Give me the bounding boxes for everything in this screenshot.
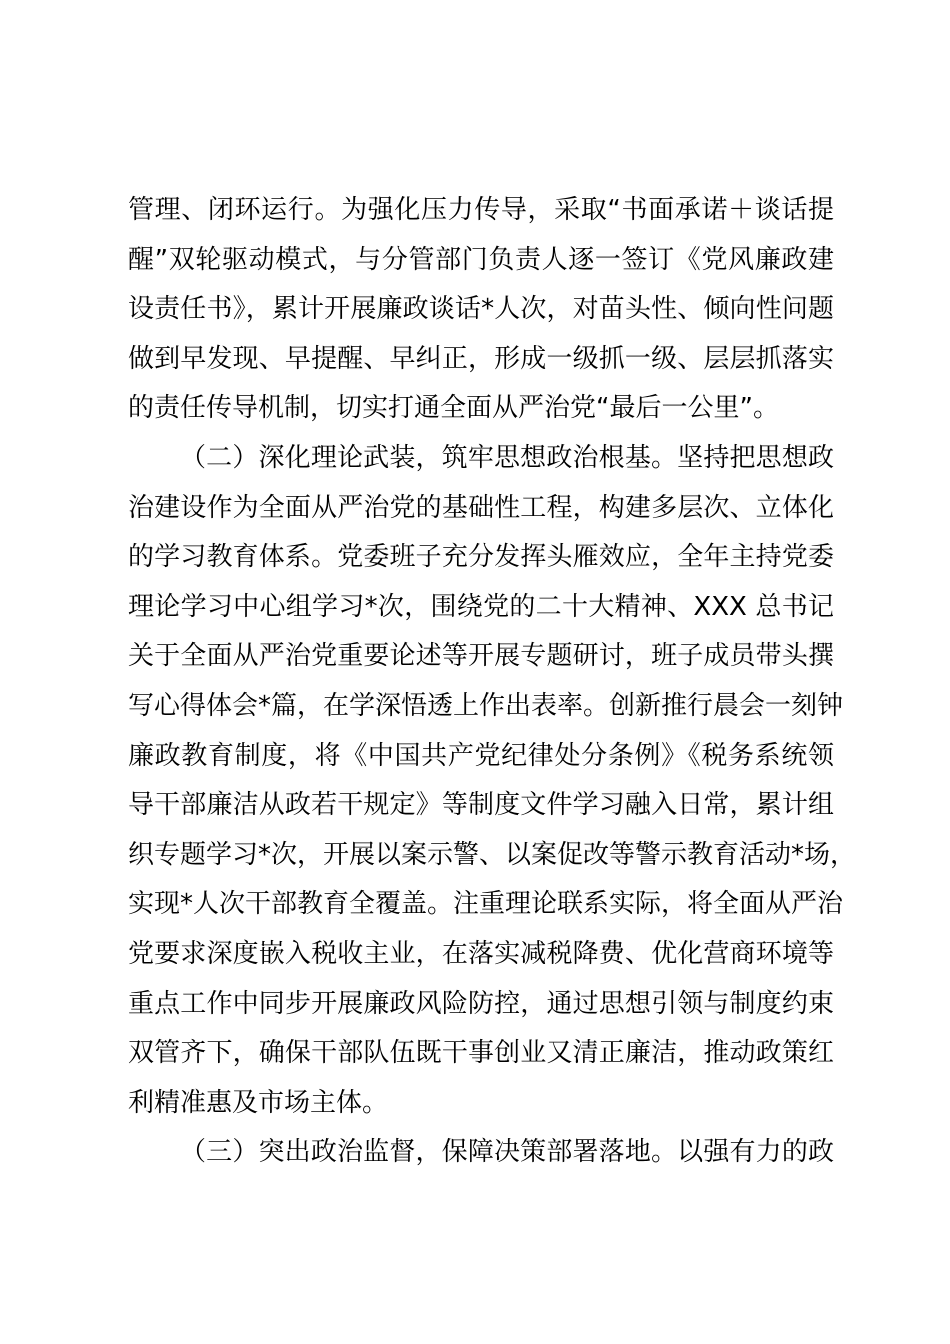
text-line: 双管齐下，确保干部队伍既干事创业又清正廉洁，推动政策红 (128, 1038, 834, 1069)
text-line: 做到早发现、早提醒、早纠正，形成一级抓一级、层层抓落实 (128, 343, 834, 374)
text-line: 醒”双轮驱动模式，与分管部门负责人逐一签订《党风廉政建 (128, 244, 834, 275)
body-text (128, 186, 857, 1178)
text-line: 管理、闭环运行。为强化压力传导，采取“书面承诺＋谈话提 (128, 195, 834, 225)
text-line: 廉政教育制度，将《中国共产党纪律处分条例》《税务系统领 (128, 740, 834, 771)
text-line: 党要求深度嵌入税收主业，在落实减税降费、优化营商环境等 (128, 938, 834, 969)
text-line: 导干部廉洁从政若干规定》等制度文件学习融入日常，累计组 (128, 790, 834, 821)
text-line: 织专题学习*次，开展以案示警、以案促改等警示教育活动*场， (128, 839, 857, 870)
paragraph-heading-line: （三）突出政治监督，保障决策部署落地。以强有力的政 (180, 1137, 834, 1168)
text-line: 关于全面从严治党重要论述等开展专题研讨，班子成员带头撰 (128, 641, 834, 672)
text-line: 的责任传导机制，切实打通全面从严治党“最后一公里”。 (128, 393, 779, 424)
text-line: 设责任书》，累计开展廉政谈话*人次，对苗头性、倾向性问题 (128, 294, 834, 325)
paragraph-heading-line: （二）深化理论武装，筑牢思想政治根基。坚持把思想政 (180, 442, 834, 473)
text-line: 治建设作为全面从严治党的基础性工程，构建多层次、立体化 (128, 492, 834, 523)
text-line: 理论学习中心组学习*次，围绕党的二十大精神、XXX 总书记 (128, 591, 834, 622)
text-line: 写心得体会*篇，在学深悟透上作出表率。创新推行晨会一刻钟 (128, 690, 844, 721)
text-line: 的学习教育体系。党委班子充分发挥头雁效应，全年主持党委 (128, 542, 834, 573)
text-line: 重点工作中同步开展廉政风险防控，通过思想引领与制度约束 (128, 988, 834, 1019)
text-line: 利精准惠及市场主体。 (128, 1087, 389, 1118)
text-line: 实现*人次干部教育全覆盖。注重理论联系实际，将全面从严治 (128, 889, 844, 920)
